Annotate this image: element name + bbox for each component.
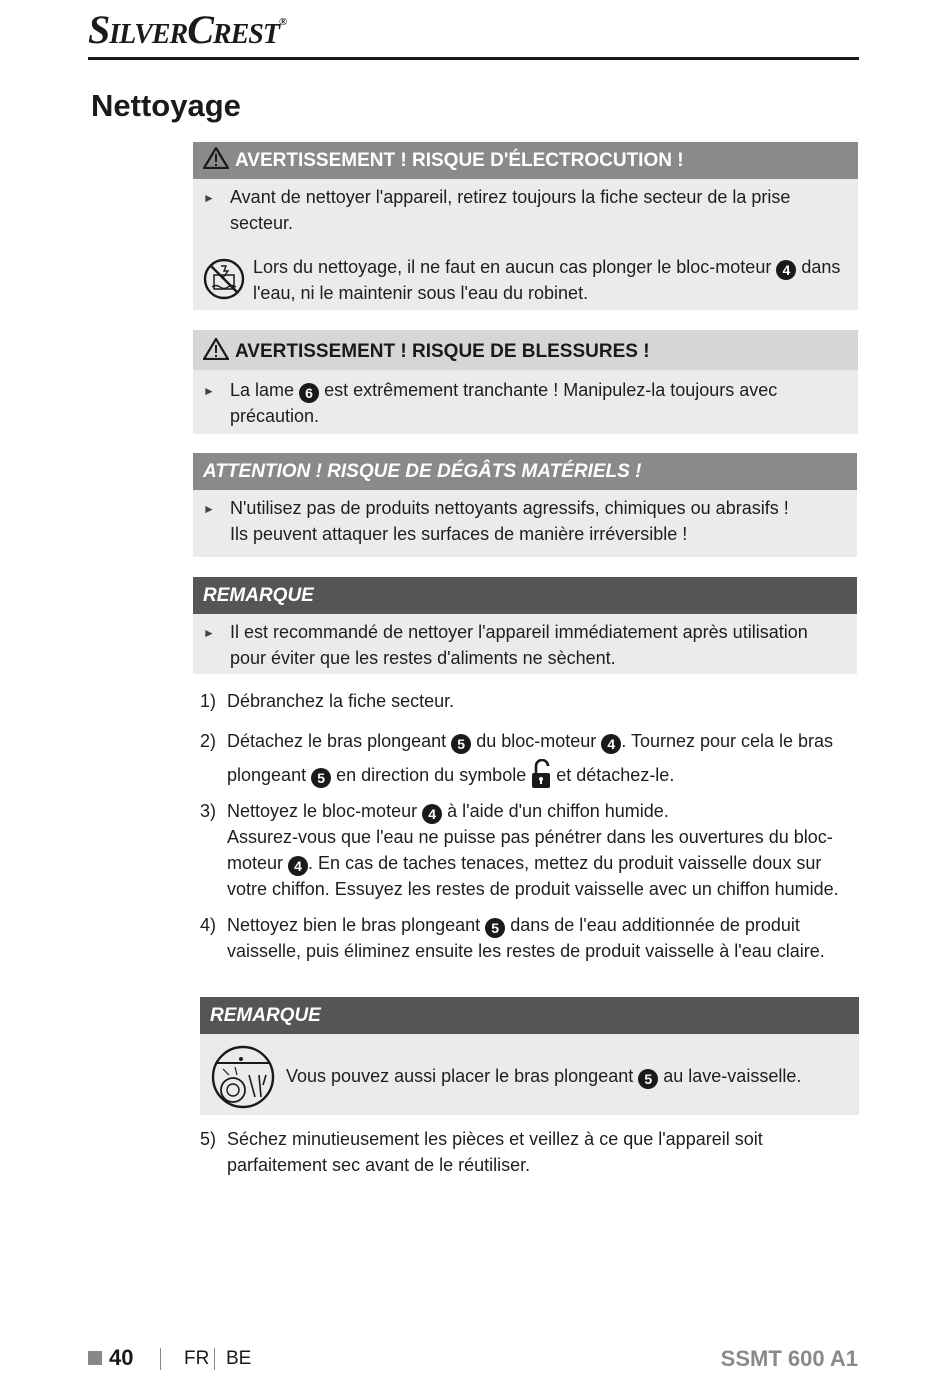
step-text: Nettoyez le bloc-moteur — [227, 801, 418, 821]
step-text: et détachez-le. — [556, 765, 675, 785]
cleaning-steps — [200, 688, 860, 964]
step-2 — [200, 724, 860, 792]
step-text: en direction du symbole — [336, 765, 527, 785]
bullet-arrow-icon: ► — [203, 191, 215, 205]
step-text: . Tournez pour cela le bras plongeant — [227, 731, 834, 785]
immersion-warning-text — [253, 254, 848, 306]
brand-logo — [88, 6, 286, 53]
bullet-text-2: Ils peuvent attaquer les surfaces de manière irréversible ! — [230, 524, 688, 544]
part-number-badge: 6 — [299, 383, 319, 403]
part-number-badge: 5 — [311, 768, 331, 788]
warning-injury-title: AVERTISSEMENT ! RISQUE DE BLESSURES ! — [235, 341, 650, 362]
bullet-text: Il est recommandé de nettoyer l'appareil immédiatement après utilisation pour éviter que les restes d'aliments ne sèchent. — [230, 622, 808, 668]
header-rule — [88, 57, 859, 60]
step-text: Séchez minutieusement les pièces et veillez à ce que l'appareil soit parfaitement sec avant de le réutiliser. — [227, 1129, 763, 1175]
step-3 — [200, 798, 860, 902]
note-text-1: Vous pouvez aussi placer le bras plongeant — [286, 1066, 634, 1086]
bullet-arrow-icon: ► — [203, 384, 215, 398]
dishwasher-note-text — [286, 1063, 801, 1089]
attention-damage-box — [193, 453, 857, 557]
footer-language-be: BE — [226, 1348, 252, 1369]
warning-injury-box — [193, 330, 858, 434]
note-text-2: au lave-vaisselle. — [663, 1066, 802, 1086]
bullet-text: Avant de nettoyer l'appareil, retirez toujours la fiche secteur de la prise secteur. — [230, 187, 791, 233]
warning-triangle-icon — [203, 147, 229, 169]
part-number-badge: 4 — [288, 856, 308, 876]
list-item — [193, 184, 858, 236]
step-1 — [200, 688, 860, 714]
note-box-2 — [200, 997, 859, 1115]
step-text: . En cas de taches tenaces, mettez du produit vaisselle doux sur votre chiffon. Essuyez les restes de produit vaisselle avec un chiffon humide. — [227, 853, 839, 899]
footer-divider — [160, 1348, 161, 1370]
unlock-padlock-icon — [531, 759, 551, 789]
step-text: à l'aide d'un chiffon humide. — [447, 801, 669, 821]
registered-mark: ® — [278, 16, 287, 28]
part-number-badge: 4 — [601, 734, 621, 754]
step-number: 2) — [200, 731, 217, 751]
step-text: Nettoyez bien le bras plongeant — [227, 915, 481, 935]
part-number-badge: 5 — [485, 918, 505, 938]
warning-electrocution-header — [193, 142, 858, 179]
part-number-badge: 4 — [422, 804, 442, 824]
step-number: 4) — [200, 915, 217, 935]
note-box-1 — [193, 577, 857, 674]
cleaning-steps-continued — [200, 1126, 860, 1178]
part-number-badge: 5 — [451, 734, 471, 754]
immersion-text-2: dans l'eau, ni le maintenir sous l'eau du robinet. — [253, 257, 841, 303]
step-text: Assurez-vous que l'eau ne puisse pas pénétrer dans les ouvertures du bloc-moteur — [227, 827, 833, 873]
part-number-badge: 5 — [638, 1069, 658, 1089]
no-immersion-icon — [202, 257, 246, 306]
step-text: Détachez le bras plongeant — [227, 731, 447, 751]
warning-electrocution-box — [193, 142, 858, 310]
step-4 — [200, 912, 860, 964]
bullet-arrow-icon: ► — [203, 626, 215, 640]
list-item — [193, 495, 857, 547]
step-text: Débranchez la fiche secteur. — [227, 691, 455, 711]
step-5 — [200, 1126, 860, 1178]
step-number: 1) — [200, 691, 217, 711]
dishwasher-icon — [211, 1045, 275, 1114]
warning-electrocution-title: AVERTISSEMENT ! RISQUE D'ÉLECTROCUTION ! — [235, 150, 684, 171]
bullet-arrow-icon: ► — [203, 502, 215, 516]
page-title: Nettoyage — [91, 88, 241, 123]
footer-square-marker — [88, 1351, 102, 1365]
note-header-2 — [200, 997, 859, 1034]
footer-language-fr: FR — [184, 1348, 210, 1369]
note-header-1 — [193, 577, 857, 614]
immersion-text-1: Lors du nettoyage, il ne faut en aucun cas plonger le bloc-moteur — [253, 257, 772, 277]
note-title-2: REMARQUE — [210, 1005, 321, 1026]
attention-damage-title: ATTENTION ! RISQUE DE DÉGÂTS MATÉRIELS ! — [203, 461, 642, 482]
note-title-1: REMARQUE — [203, 585, 314, 606]
warning-injury-header — [193, 330, 858, 370]
step-text: du bloc-moteur — [476, 731, 597, 751]
attention-damage-header — [193, 453, 857, 490]
step-number: 5) — [200, 1129, 217, 1149]
bullet-text-1: La lame — [230, 380, 295, 400]
bullet-text-2: est extrêmement tranchante ! Manipulez-la toujours avec précaution. — [230, 380, 778, 426]
list-item — [193, 619, 857, 671]
footer-divider — [214, 1348, 215, 1370]
bullet-text-1: N'utilisez pas de produits nettoyants agressifs, chimiques ou abrasifs ! — [230, 498, 789, 518]
step-number: 3) — [200, 801, 217, 821]
part-number-badge: 4 — [776, 260, 796, 280]
step-text: dans de l'eau additionnée de produit vaisselle, puis éliminez ensuite les restes de produit vaisselle à l'eau claire. — [227, 915, 825, 961]
warning-triangle-icon — [203, 338, 229, 360]
model-number: SSMT 600 A1 — [720, 1346, 858, 1371]
list-item — [193, 377, 858, 429]
page-number: 40 — [109, 1345, 134, 1370]
brand-name: SilverCrest — [88, 7, 279, 52]
